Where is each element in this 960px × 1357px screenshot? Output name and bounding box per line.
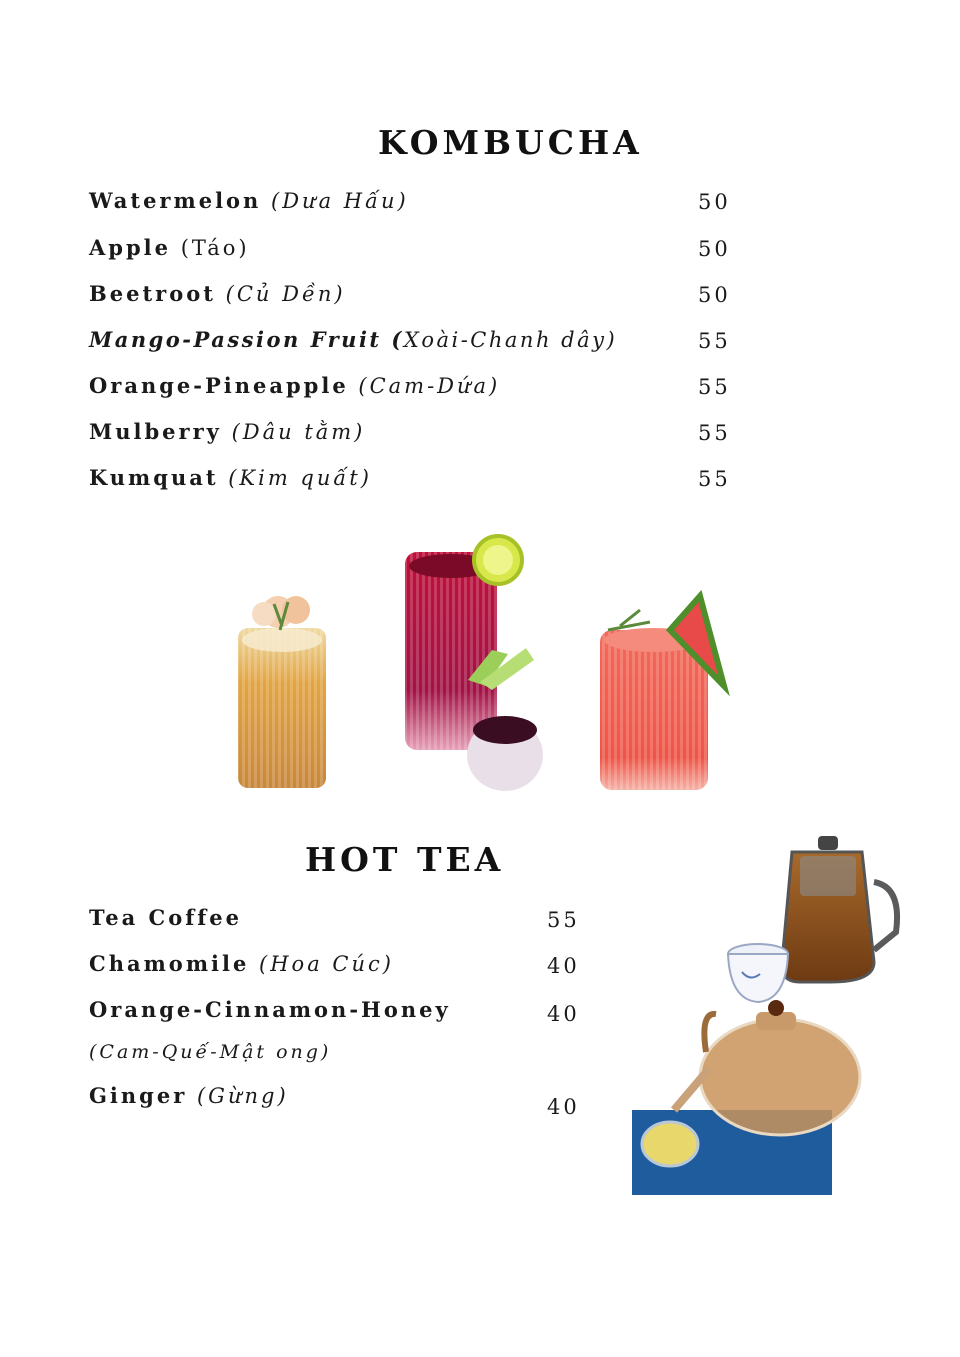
menu-item-mulberry — [89, 419, 365, 444]
item-price: 40 — [547, 954, 580, 978]
menu-item-apple — [89, 235, 250, 260]
item-name: Orange-Cinnamon-Honey — [89, 997, 451, 1022]
item-name: Orange-Pineapple — [89, 373, 349, 398]
item-name: Tea Coffee — [89, 905, 243, 930]
item-translation: (Củ Dền) — [225, 282, 346, 306]
item-price: 50 — [698, 283, 731, 307]
item-translation: (Táo) — [180, 236, 250, 260]
watermelon-kombucha-glass-icon — [600, 596, 724, 790]
item-name: Mulberry — [89, 419, 222, 444]
kombucha-title: KOMBUCHA — [378, 123, 643, 162]
glass-cup-icon — [642, 1122, 698, 1166]
item-translation: (Dưa Hấu) — [271, 189, 409, 213]
glass-teapot-icon — [782, 836, 897, 982]
menu-item-beetroot — [89, 281, 346, 306]
menu-item-orange-cinnamon-honey — [89, 997, 451, 1022]
item-name: Watermelon — [89, 188, 262, 213]
item-price: 40 — [547, 1002, 580, 1026]
tea-cup-icon — [728, 944, 788, 1002]
item-name: Apple — [89, 235, 171, 260]
menu-item-mango-passion-fruit — [89, 327, 617, 352]
item-price: 55 — [698, 421, 731, 445]
item-translation: (Dâu tằm) — [231, 420, 366, 444]
teapot-photo — [630, 832, 910, 1197]
item-translation: (Kim quất) — [228, 466, 372, 490]
item-name: Kumquat — [89, 465, 219, 490]
kombucha-glasses-photo — [230, 530, 730, 800]
item-price: 55 — [698, 329, 731, 353]
item-name: Mango-Passion Fruit ( — [89, 327, 404, 352]
item-translation: (Gừng) — [196, 1084, 289, 1108]
item-translation: Xoài-Chanh dây) — [403, 328, 618, 352]
item-name: Chamomile — [89, 951, 250, 976]
menu-item-chamomile — [89, 951, 394, 976]
menu-item-ginger — [89, 1083, 289, 1108]
item-translation: (Hoa Cúc) — [259, 952, 394, 976]
item-price: 40 — [547, 1095, 580, 1119]
item-price: 55 — [547, 908, 580, 932]
apple-kombucha-glass-icon — [238, 596, 326, 788]
menu-item-orange-pineapple — [89, 373, 500, 398]
item-name: Ginger — [89, 1083, 188, 1108]
item-name: Beetroot — [89, 281, 216, 306]
menu-item-tea-coffee — [89, 905, 242, 930]
item-price: 55 — [698, 375, 731, 399]
item-price: 50 — [698, 190, 731, 214]
item-price: 50 — [698, 237, 731, 261]
item-price: 55 — [698, 467, 731, 491]
hot-tea-title: HOT TEA — [305, 840, 505, 879]
item-translation: (Cam-Dứa) — [358, 374, 501, 398]
menu-item-watermelon — [89, 188, 409, 213]
item-translation: (Cam-Quế-Mật ong) — [89, 1041, 332, 1063]
menu-item-kumquat — [89, 465, 372, 490]
